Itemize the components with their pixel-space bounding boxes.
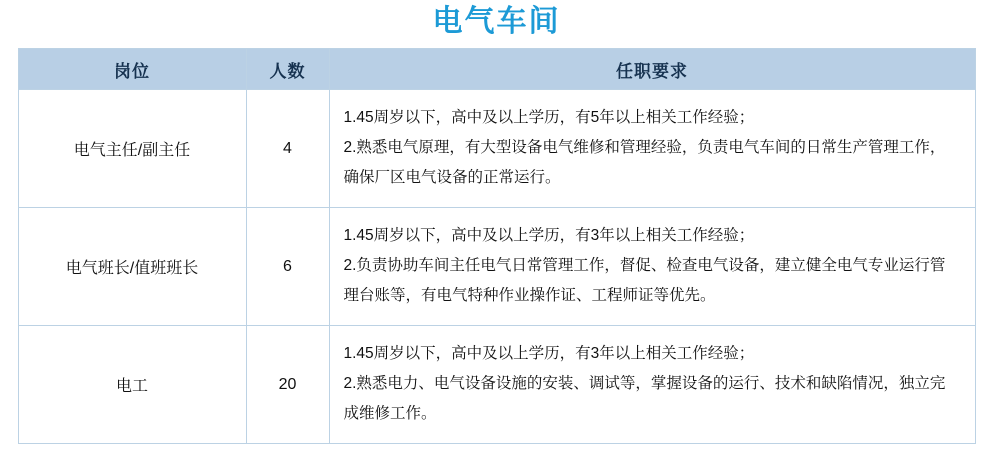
requirement-line: 1.45周岁以下，高中及以上学历，有3年以上相关工作经验； <box>343 344 755 362</box>
cell-requirements <box>329 90 975 208</box>
column-header-post: 岗位 <box>18 49 246 90</box>
cell-post: 电气班长/值班班长 <box>18 208 246 326</box>
table-body <box>18 90 975 444</box>
requirement-line: 1.45周岁以下，高中及以上学历，有3年以上相关工作经验； <box>343 226 755 244</box>
cell-post: 电气主任/副主任 <box>18 90 246 208</box>
table-row <box>18 326 975 444</box>
table-header <box>18 49 975 90</box>
requirement-line: 2.熟悉电力、电气设备设施的安装、调试等，掌握设备的运行、技术和缺陷情况，独立完成维修工作。 <box>343 374 946 422</box>
requirement-line: 1.45周岁以下，高中及以上学历，有5年以上相关工作经验； <box>343 108 755 126</box>
requirement-line: 2.熟悉电气原理，有大型设备电气维修和管理经验，负责电气车间的日常生产管理工作，确保厂区电气设备的正常运行。 <box>343 138 946 186</box>
cell-requirements <box>329 326 975 444</box>
cell-requirements <box>329 208 975 326</box>
cell-count: 20 <box>246 326 329 444</box>
column-header-count: 人数 <box>246 49 329 90</box>
page-title: 电气车间 <box>432 5 561 38</box>
table-row <box>18 208 975 326</box>
column-header-requirements: 任职要求 <box>329 49 975 90</box>
table-header-row <box>18 49 975 90</box>
job-requirements-table <box>18 48 976 444</box>
cell-count: 4 <box>246 90 329 208</box>
cell-count: 6 <box>246 208 329 326</box>
cell-post: 电工 <box>18 326 246 444</box>
requirement-line: 2.负责协助车间主任电气日常管理工作，督促、检查电气设备，建立健全电气专业运行管理台账等，有电气特种作业操作证、工程师证等优先。 <box>343 256 946 304</box>
table-row <box>18 90 975 208</box>
